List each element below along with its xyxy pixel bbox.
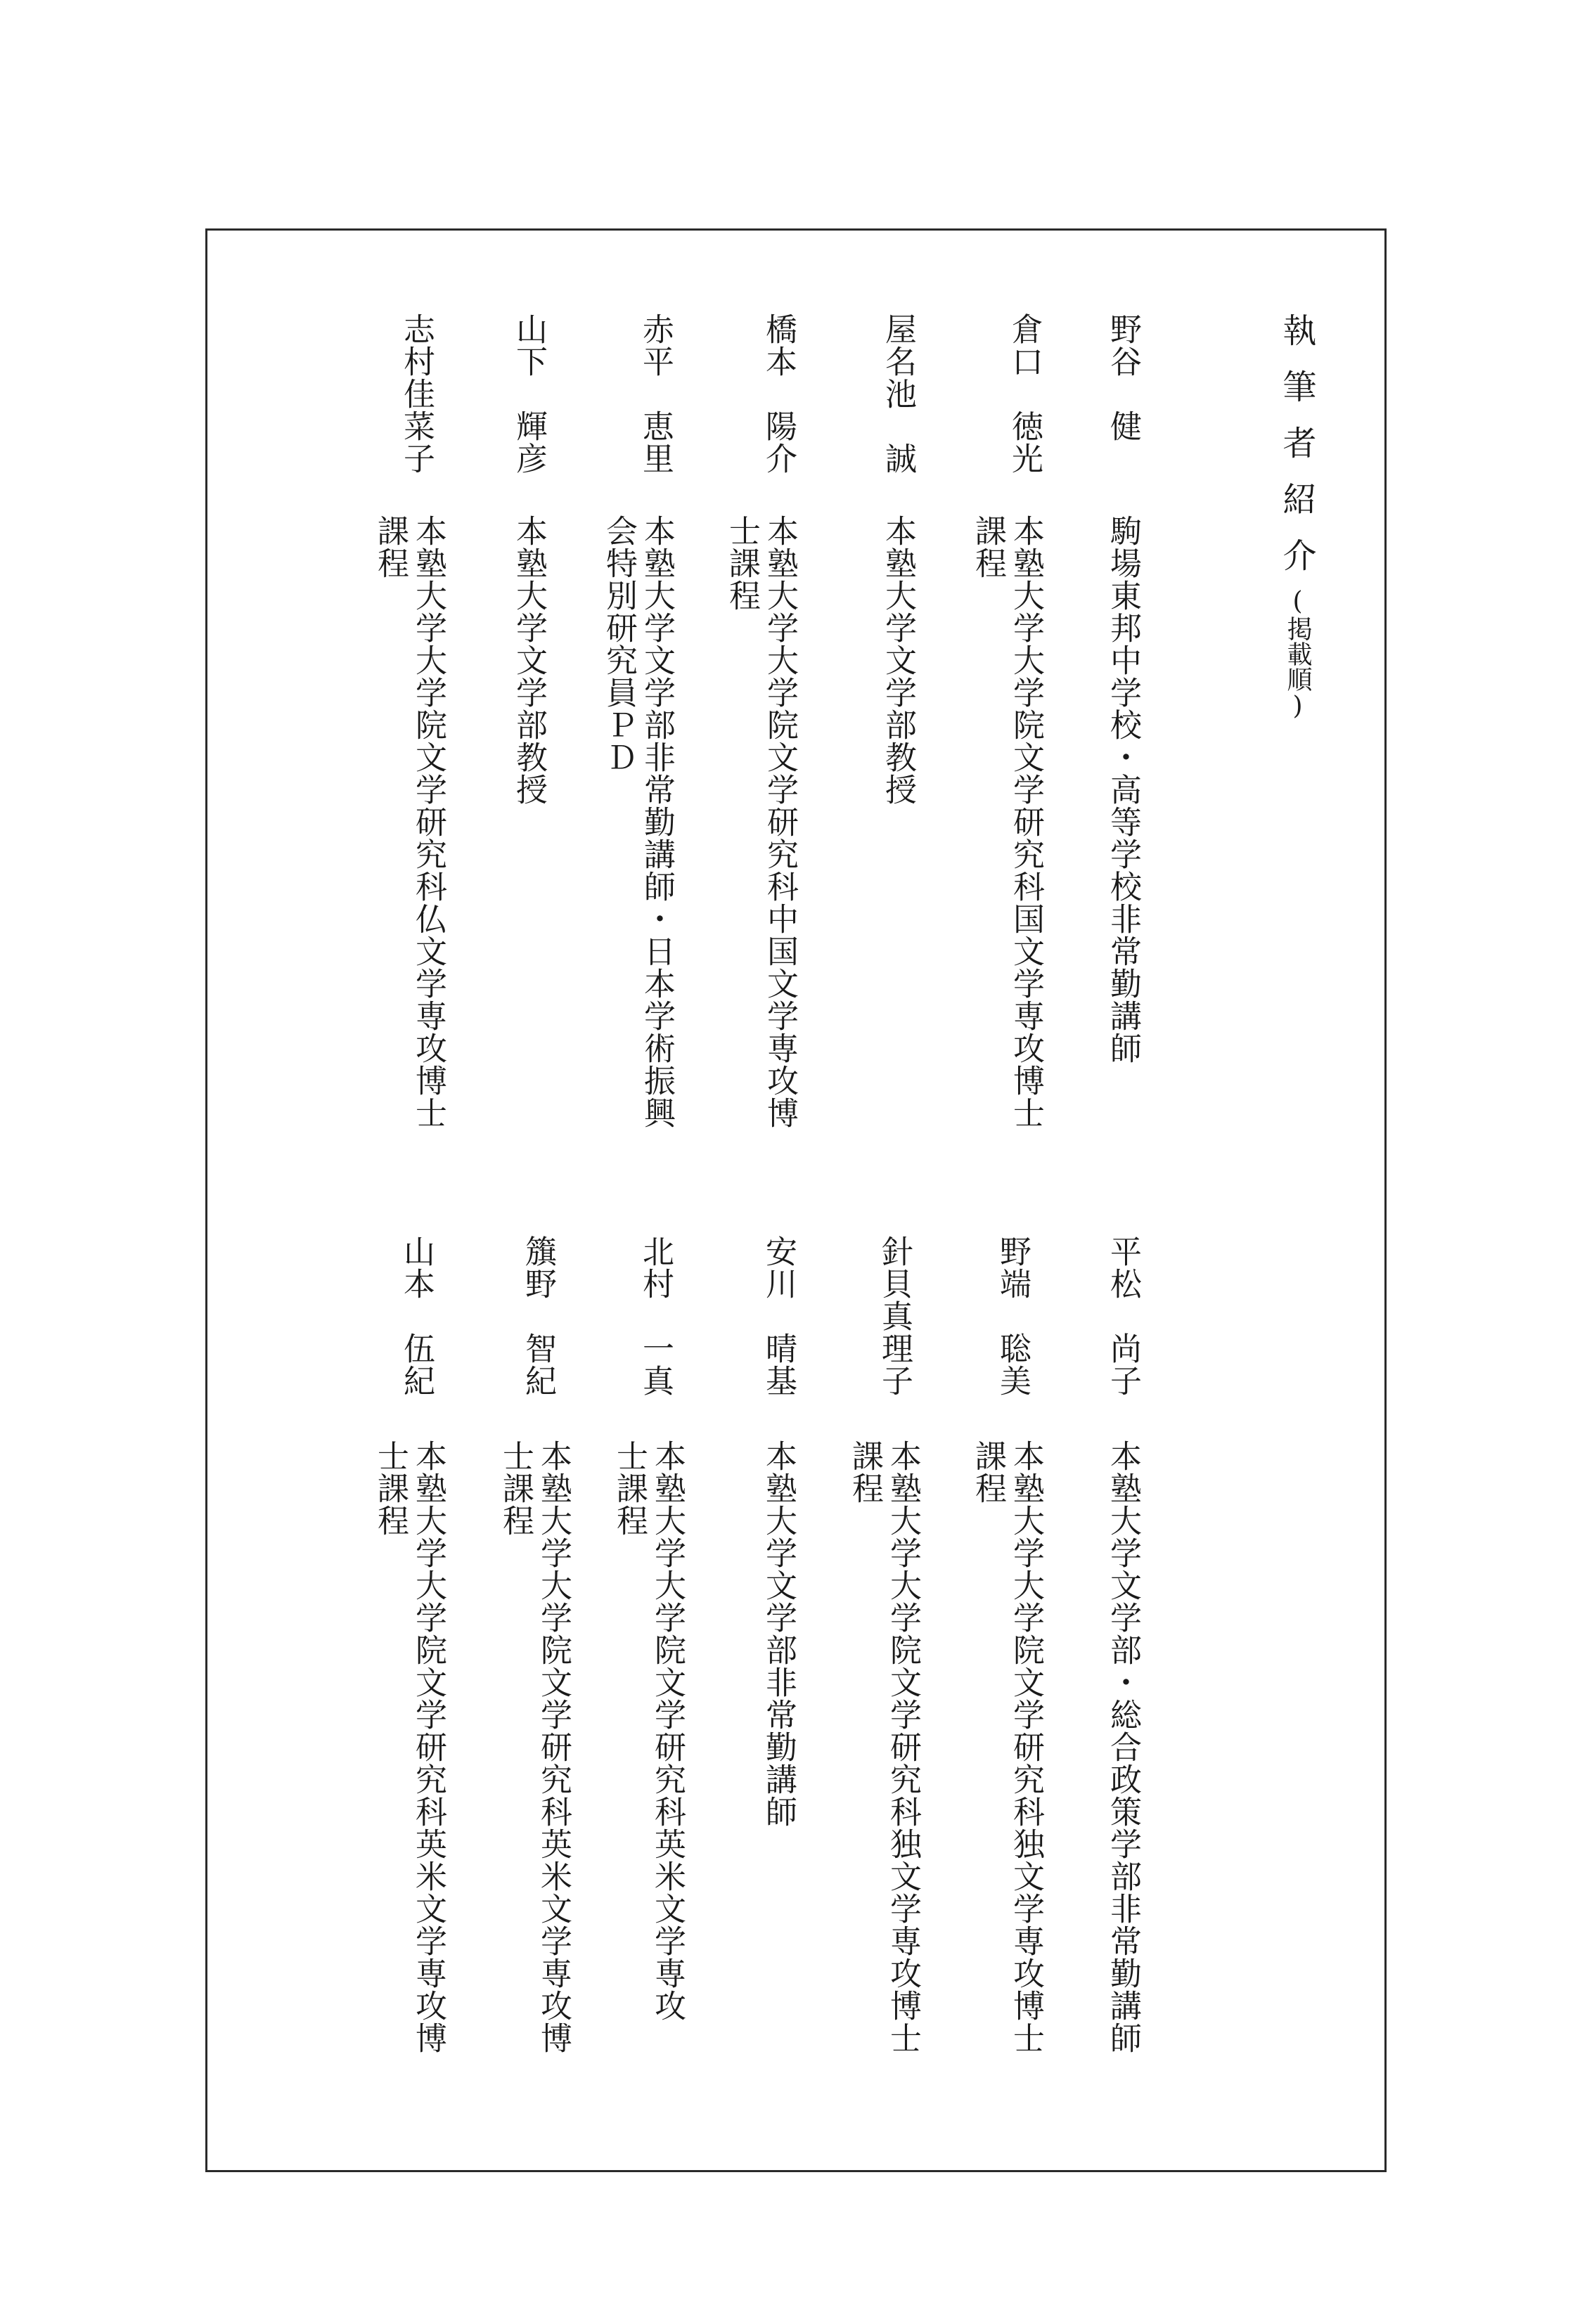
author-name: 山下 輝彦	[510, 313, 548, 475]
author-name: 倉口 徳光	[1006, 313, 1043, 475]
author-affiliation: 本塾大学大学院文学研究科独文学専攻博士 課程	[847, 1440, 922, 2054]
author-affiliation: 本塾大学大学院文学研究科英米文学専攻博 士課程	[497, 1440, 572, 2054]
author-name: 北村 一真	[637, 1235, 674, 1397]
author-affiliation: 本塾大学文学部教授	[880, 515, 917, 806]
author-affiliation: 本塾大学大学院文学研究科独文学専攻博士 課程	[970, 1440, 1045, 2054]
author-name: 屋名池 誠	[880, 313, 917, 475]
author-name: 橋本 陽介	[760, 313, 797, 475]
author-name: 赤平 恵里	[637, 313, 674, 475]
author-affiliation: 本塾大学大学院文学研究科英米文学専攻 士課程	[611, 1440, 686, 2022]
title-note: (掲載順)	[1283, 587, 1312, 721]
author-affiliation: 本塾大学文学部・総合政策学部非常勤講師	[1105, 1440, 1142, 2054]
author-affiliation: 本塾大学大学院文学研究科国文学専攻博士 課程	[970, 515, 1045, 1129]
page-title: 執筆者紹介	[1277, 313, 1316, 594]
author-name: 野谷 健	[1105, 313, 1142, 442]
author-affiliation: 本塾大学大学院文学研究科中国文学専攻博 士課程	[724, 515, 799, 1129]
author-name: 平松 尚子	[1105, 1235, 1142, 1397]
author-name: 針貝真理子	[876, 1235, 913, 1397]
author-name: 志村佳菜子	[398, 313, 435, 475]
author-name: 山本 伍紀	[398, 1235, 435, 1397]
author-affiliation: 本塾大学大学院文学研究科英米文学専攻博 士課程	[372, 1440, 447, 2054]
author-affiliation: 駒場東邦中学校・高等学校非常勤講師	[1105, 515, 1142, 1064]
author-affiliation: 本塾大学文学部教授	[510, 515, 548, 806]
author-affiliation: 本塾大学大学院文学研究科仏文学専攻博士 課程	[372, 515, 447, 1129]
author-affiliation: 本塾大学文学部非常勤講師	[760, 1440, 797, 1828]
author-affiliation: 本塾大学文学部非常勤講師・日本学術振興 会特別研究員ＰＤ	[600, 515, 676, 1129]
author-name: 籏野 智紀	[520, 1235, 557, 1397]
author-name: 野端 聡美	[994, 1235, 1031, 1397]
author-name: 安川 晴基	[760, 1235, 797, 1397]
